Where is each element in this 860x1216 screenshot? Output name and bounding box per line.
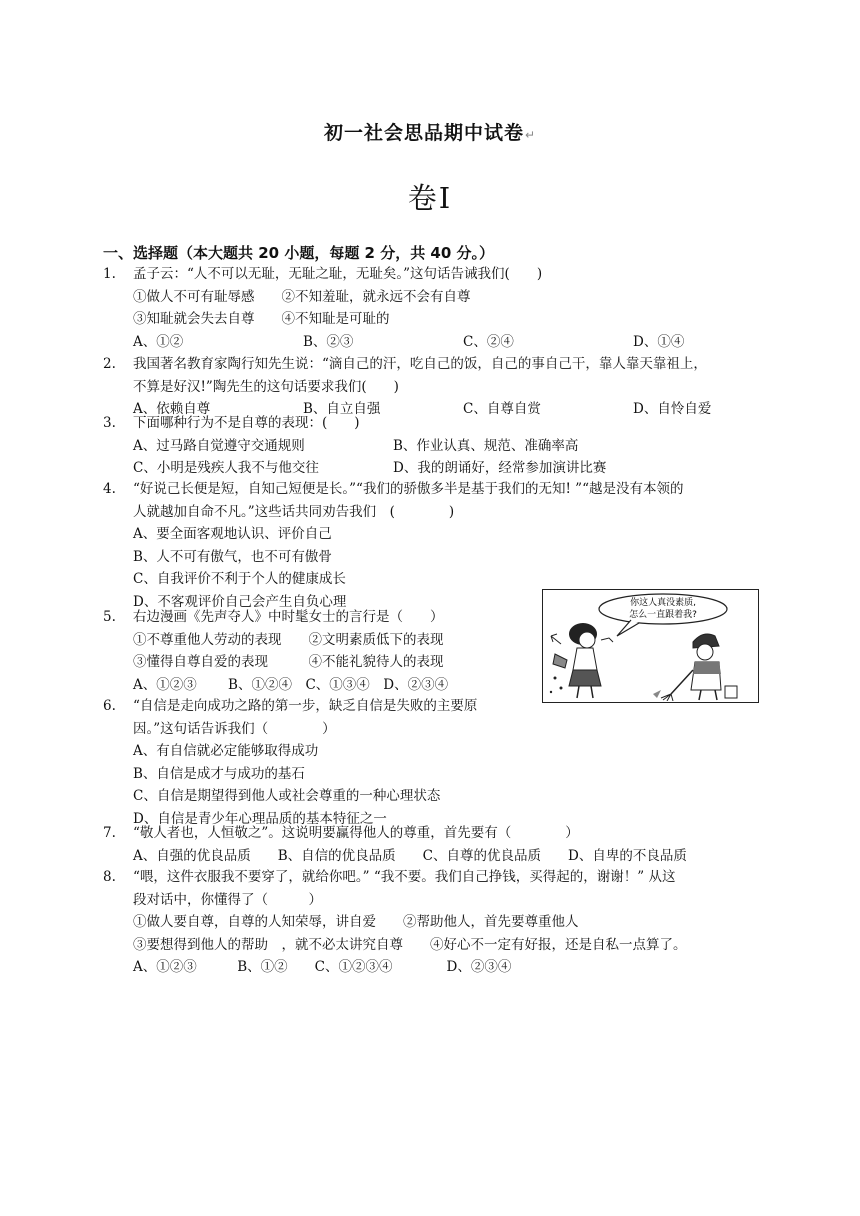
cartoon-image xyxy=(542,589,759,703)
question-number: 6. xyxy=(103,698,116,714)
option-a: A、①② xyxy=(133,333,184,350)
option-row xyxy=(133,331,763,354)
question-number: 1. xyxy=(103,266,116,282)
question-number: 7. xyxy=(103,825,116,841)
statement: ①不尊重他人劳动的表现 ②文明素质低下的表现 xyxy=(133,631,444,648)
question-stem: 人就越加自命不凡。”这些话共同劝告我们 ( ) xyxy=(133,503,455,520)
question-stem: “喂，这件衣服我不要穿了，就给你吧。” “我不要。我们自己挣钱，买得起的，谢谢！” 从这 xyxy=(133,869,676,885)
return-mark-icon: ↵ xyxy=(524,128,537,142)
page-title xyxy=(0,118,860,145)
question-3 xyxy=(103,412,763,480)
question-1 xyxy=(103,263,763,353)
question-number: 2. xyxy=(103,356,116,372)
option-a: A、依赖自尊 xyxy=(133,401,211,417)
option-d: D、自怜自爱 xyxy=(633,401,712,417)
question-stem: 因。”这句话告诉我们（ ） xyxy=(133,720,336,737)
option-row xyxy=(133,435,763,458)
question-number: 3. xyxy=(103,415,116,431)
option-row: A、①②③ B、①②④ C、①③④ D、②③④ xyxy=(133,676,449,693)
question-stem: 右边漫画《先声夺人》中时髦女士的言行是（ ） xyxy=(133,609,444,625)
option-c: C、自信是期望得到他人或社会尊重的一种心理状态 xyxy=(133,788,441,804)
question-stem: 孟子云：“人不可以无耻，无耻之耻，无耻矣。”这句话告诫我们( ) xyxy=(133,266,543,282)
question-8 xyxy=(103,866,763,979)
question-7 xyxy=(103,822,763,867)
question-stem: “好说己长便是短，自知己短便是长。”“我们的骄傲多半是基于我们的无知! ”“越是没有本领的 xyxy=(133,481,684,497)
question-stem: 不算是好汉!”陶先生的这句话要求我们( ) xyxy=(133,378,399,395)
question-2 xyxy=(103,353,763,421)
question-number: 8. xyxy=(103,869,116,885)
option-c: C、自尊自赏 xyxy=(463,401,541,417)
option-a: A、有自信就必定能够取得成功 xyxy=(133,743,319,759)
option-b: B、②③ xyxy=(303,333,354,350)
volume-heading: 卷Ⅰ xyxy=(407,181,453,215)
question-5 xyxy=(103,606,543,696)
question-6 xyxy=(103,695,763,830)
question-stem: 我国著名教育家陶行知先生说：“滴自己的汗，吃自己的饭，自己的事自己干，靠人靠天靠祖上， xyxy=(133,356,707,372)
question-stem: “自信是走向成功之路的第一步，缺乏自信是失败的主要原 xyxy=(133,698,478,714)
question-stem: “敬人者也，人恒敬之”。这说明要赢得他人的尊重，首先要有（ ） xyxy=(133,825,579,841)
option-d: D、我的朗诵好，经常参加演讲比赛 xyxy=(393,460,607,476)
statement: ①做人要自尊，自尊的人知荣辱，讲自爱 ②帮助他人，首先要尊重他人 xyxy=(133,914,579,930)
section-heading: 一、选择题（本大题共 20 小题，每题 2 分，共 40 分。） xyxy=(103,244,495,262)
option-row: A、①②③ B、①② C、①②③④ D、②③④ xyxy=(133,959,512,975)
title-text: 初一社会思品期中试卷 xyxy=(323,122,524,144)
option-c: C、②④ xyxy=(463,333,514,350)
question-stem: 下面哪种行为不是自尊的表现：( ) xyxy=(133,415,360,431)
bubble-line-2: 怎么一直跟着我? xyxy=(629,610,697,620)
option-c: C、小明是残疾人我不与他交往 xyxy=(133,460,319,476)
option-a: A、要全面客观地认识、评价自己 xyxy=(133,526,332,542)
option-row xyxy=(133,457,763,480)
option-b: B、人不可有傲气，也不可有傲骨 xyxy=(133,548,332,565)
option-d: D、自信是青少年心理品质的基本特征之一 xyxy=(133,810,387,827)
statement: ③懂得自尊自爱的表现 ④不能礼貌待人的表现 xyxy=(133,654,444,670)
option-c: C、自我评价不利于个人的健康成长 xyxy=(133,571,346,587)
question-number: 4. xyxy=(103,481,116,497)
option-a: A、过马路自觉遵守交通规则 xyxy=(133,437,305,454)
option-b: B、自立自强 xyxy=(303,401,381,417)
question-stem: 段对话中，你懂得了（ ） xyxy=(133,891,322,908)
cartoon-illustration xyxy=(543,590,757,701)
option-d: D、不客观评价自己会产生自负心理 xyxy=(133,593,347,610)
option-b: B、自信是成才与成功的基石 xyxy=(133,765,305,782)
statement: ③要想得到他人的帮助 ，就不必太讲究自尊 ④好心不一定有好报，还是自私一点算了。 xyxy=(133,936,687,953)
option-row: A、自强的优良品质 B、自信的优良品质 C、自尊的优良品质 D、自卑的不良品质 xyxy=(133,847,687,864)
statement: ③知耻就会失去自尊 ④不知耻是可耻的 xyxy=(133,311,390,327)
option-b: B、作业认真、规范、准确率高 xyxy=(393,437,579,454)
option-d: D、①④ xyxy=(633,333,685,350)
bubble-line-1: 你这人真没素质, xyxy=(630,598,696,608)
question-number: 5. xyxy=(103,609,116,625)
statement: ①做人不可有耻辱感 ②不知羞耻，就永远不会有自尊 xyxy=(133,288,471,305)
